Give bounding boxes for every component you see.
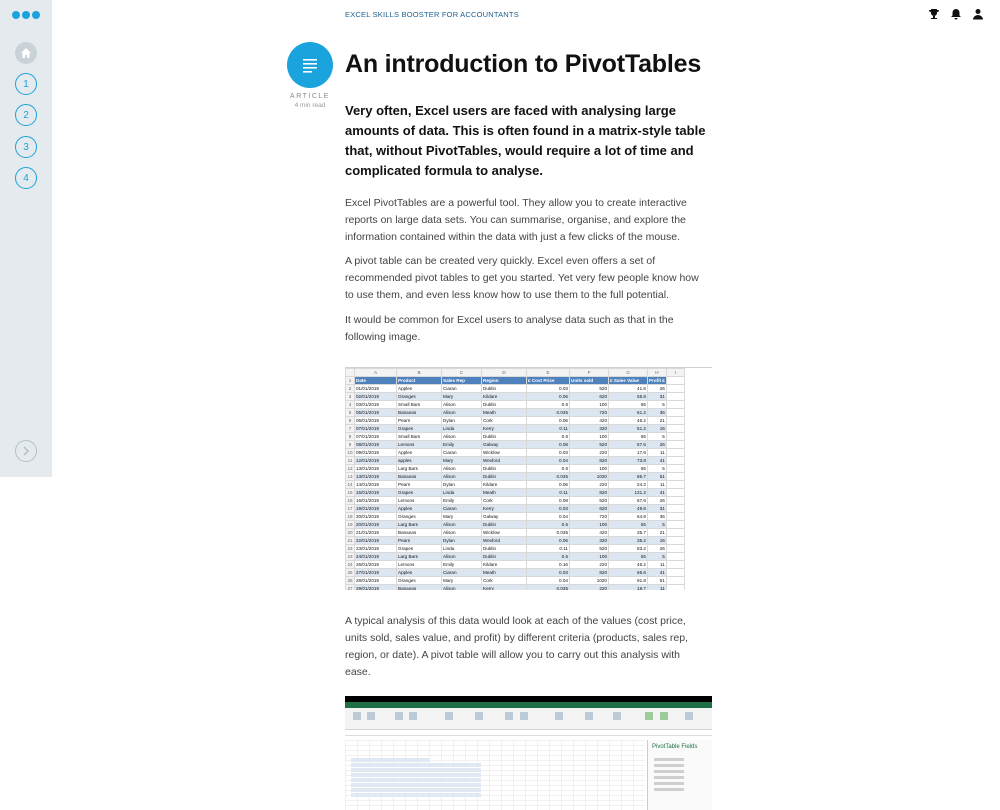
table-cell: 420 [570, 417, 609, 425]
table-cell: 0.06 [527, 537, 570, 545]
table-cell: Grapes [397, 489, 442, 497]
table-cell: Oranges [397, 577, 442, 585]
step-4-button[interactable]: 4 [15, 167, 37, 189]
table-cell: 5 [648, 465, 667, 473]
table-cell: 820 [570, 569, 609, 577]
table-cell: Alison [442, 473, 482, 481]
table-cell: Alison [442, 521, 482, 529]
table-row: 12 13/01/2019 Larg Bars Alison Dublin 0.5 100 55 5 [346, 465, 685, 473]
table-cell: 520 [570, 385, 609, 393]
bell-icon[interactable] [950, 8, 962, 20]
table-cell: Alison [442, 553, 482, 561]
home-button[interactable] [15, 42, 37, 64]
table-cell: Wexford [482, 457, 527, 465]
table-cell: Alison [442, 529, 482, 537]
table-cell: Bananas [397, 585, 442, 591]
table-cell: 620 [570, 393, 609, 401]
table-cell: 11 [648, 585, 667, 591]
table-cell: Cork [482, 417, 527, 425]
table-cell: 13/01/2019 [355, 465, 397, 473]
table-cell: 67.6 [609, 497, 648, 505]
table-cell: 0.08 [527, 441, 570, 449]
table-cell: 31 [648, 393, 667, 401]
table-cell: Emily [442, 561, 482, 569]
table-cell: Emily [442, 441, 482, 449]
table-cell: Alison [442, 465, 482, 473]
column-header[interactable]: Units sold [570, 377, 609, 385]
table-header-row: 1 Date Product Sales Rep Region £ Cost Price Units sold £ Sales Value Profit £ [346, 377, 685, 385]
table-cell: 0.035 [527, 529, 570, 537]
table-cell: 12/01/2019 [355, 457, 397, 465]
document-lines-icon [301, 56, 319, 74]
table-cell: 41 [648, 489, 667, 497]
table-cell: 0.5 [527, 433, 570, 441]
table-cell: Lemons [397, 441, 442, 449]
table-cell: 55 [609, 465, 648, 473]
table-cell: 0.04 [527, 577, 570, 585]
table-cell: 86.7 [609, 473, 648, 481]
table-cell: 55 [609, 401, 648, 409]
table-cell: Linda [442, 425, 482, 433]
column-letter: H [648, 369, 667, 377]
table-cell: 41.6 [609, 385, 648, 393]
top-toolbar [928, 8, 984, 20]
column-letter-row [346, 369, 685, 377]
table-row: 7 07/01/2019 Grapes Linda Kerry 0.11 320 51.2 16 [346, 425, 685, 433]
table-cell: Apples [397, 385, 442, 393]
table-cell: Ciaran [442, 505, 482, 513]
table-cell: Dylan [442, 417, 482, 425]
home-icon [20, 47, 32, 59]
table-row: 19 20/01/2019 Larg Bars Alison Dublin 0.5 100 55 5 [346, 521, 685, 529]
step-3-button[interactable]: 3 [15, 136, 37, 158]
table-row: 4 03/01/2019 Small Bars Alison Dublin 0.5 100 55 5 [346, 401, 685, 409]
table-row: 27 29/01/2019 Bananas Alison Kerry 0.035 220 18.7 11 [346, 585, 685, 591]
column-letter: F [570, 369, 609, 377]
table-cell: 0.04 [527, 513, 570, 521]
table-cell: 5 [648, 433, 667, 441]
table-cell: apples [397, 457, 442, 465]
table-cell: Apples [397, 569, 442, 577]
table-cell: 16 [648, 537, 667, 545]
table-cell: 07/01/2019 [355, 433, 397, 441]
table-row: 10 09/01/2019 Apples Ciaran Wicklow 0.03 220 17.6 11 [346, 449, 685, 457]
table-cell: 0.16 [527, 561, 570, 569]
table-cell: Alison [442, 585, 482, 591]
table-cell: Ciaran [442, 449, 482, 457]
table-cell: Meath [482, 409, 527, 417]
table-cell: Kerry [482, 585, 527, 591]
excel-formula-bar [345, 730, 712, 736]
table-cell: 0.11 [527, 545, 570, 553]
table-cell: 01/01/2019 [355, 385, 397, 393]
table-cell: 220 [570, 561, 609, 569]
table-cell: 0.5 [527, 401, 570, 409]
column-letter: I [666, 369, 684, 377]
table-cell: 02/01/2019 [355, 393, 397, 401]
pivot-pane-title: PivotTable Fields [652, 744, 698, 750]
table-cell: 620 [570, 505, 609, 513]
table-row: 16 16/01/2019 Lemons Emily Cork 0.08 520 67.6 26 [346, 497, 685, 505]
table-cell: 0.03 [527, 385, 570, 393]
table-row: 3 02/01/2019 Oranges Mary Kildare 0.06 620 55.8 31 [346, 393, 685, 401]
table-cell: 49.6 [609, 505, 648, 513]
table-cell: Bananas [397, 409, 442, 417]
article-badge [287, 42, 333, 88]
column-header[interactable]: Date [355, 377, 397, 385]
table-cell: 46.2 [609, 417, 648, 425]
trophy-icon[interactable] [928, 8, 940, 20]
column-letter: A [355, 369, 397, 377]
table-cell: 46.2 [609, 561, 648, 569]
excel-pivot-screenshot [345, 696, 712, 810]
table-cell: 820 [570, 457, 609, 465]
table-cell: 0.5 [527, 465, 570, 473]
table-row: 25 27/01/2019 Apples Ciaran Meath 0.03 820 65.6 41 [346, 569, 685, 577]
table-cell: 83.2 [609, 545, 648, 553]
table-cell: Dublin [482, 385, 527, 393]
table-cell: Dylan [442, 481, 482, 489]
column-header[interactable]: Sales Rep [442, 377, 482, 385]
table-cell: Mary [442, 393, 482, 401]
table-cell: 0.035 [527, 473, 570, 481]
table-cell: 1020 [570, 473, 609, 481]
table-row: 18 20/01/2019 Oranges Mary Galway 0.04 720 64.8 36 [346, 513, 685, 521]
table-cell: 0.06 [527, 417, 570, 425]
table-cell: Larg Bars [397, 521, 442, 529]
table-cell: 5 [648, 521, 667, 529]
table-cell: Mary [442, 457, 482, 465]
table-cell: Dublin [482, 465, 527, 473]
table-cell: 41 [648, 569, 667, 577]
column-letter: G [609, 369, 648, 377]
user-icon[interactable] [972, 8, 984, 20]
table-cell: Kildare [482, 393, 527, 401]
table-cell: 1020 [570, 577, 609, 585]
table-cell: 720 [570, 409, 609, 417]
next-button[interactable] [15, 440, 37, 462]
table-row: 8 07/01/2019 Small Bars Alison Dublin 0.5 100 55 5 [346, 433, 685, 441]
data-table [345, 368, 685, 590]
column-letter: B [397, 369, 442, 377]
table-cell: Grapes [397, 545, 442, 553]
step-1-button[interactable]: 1 [15, 73, 37, 95]
table-cell: Lemons [397, 561, 442, 569]
table-cell: 0.5 [527, 521, 570, 529]
body-paragraph-3: It would be common for Excel users to analyse data such as that in the following image. [345, 314, 674, 343]
table-cell: 18.7 [609, 585, 648, 591]
table-cell: 520 [570, 497, 609, 505]
spreadsheet-image [345, 367, 712, 590]
table-cell: Galway [482, 513, 527, 521]
table-cell: 03/01/2019 [355, 401, 397, 409]
table-cell: 5 [648, 401, 667, 409]
table-cell: 0.11 [527, 489, 570, 497]
table-row: 21 22/01/2019 Pears Dylan Wexford 0.06 320 35.2 16 [346, 537, 685, 545]
table-cell: Alison [442, 401, 482, 409]
table-cell: 21/01/2019 [355, 529, 397, 537]
table-cell: 16 [648, 425, 667, 433]
table-cell: 61.2 [609, 409, 648, 417]
table-cell: 0.06 [527, 481, 570, 489]
body-paragraph-4: A typical analysis of this data would look at each of the values (cost price, units sold, sales value, and profit) by different criteria (products, sales rep, region, or date). A pivot table will allow you to carry out this analysis with ease. [345, 615, 688, 678]
table-cell: Alison [442, 433, 482, 441]
table-cell: 24.2 [609, 481, 648, 489]
table-row: 26 28/01/2019 Oranges Mary Cork 0.04 1020 91.8 51 [346, 577, 685, 585]
table-row: 5 05/01/2019 Bananas Alison Meath 0.035 720 61.2 36 [346, 409, 685, 417]
table-cell: 100 [570, 553, 609, 561]
table-cell: Mary [442, 513, 482, 521]
table-cell: 36 [648, 409, 667, 417]
table-cell: 08/01/2019 [355, 441, 397, 449]
table-cell: 320 [570, 537, 609, 545]
table-cell: 100 [570, 433, 609, 441]
table-cell: 31 [648, 505, 667, 513]
table-cell: 0.035 [527, 409, 570, 417]
table-cell: 55 [609, 521, 648, 529]
table-cell: 26 [648, 497, 667, 505]
table-cell: Dublin [482, 473, 527, 481]
column-header[interactable]: Product [397, 377, 442, 385]
table-cell: 26 [648, 441, 667, 449]
table-cell: 820 [570, 489, 609, 497]
table-cell: 29/01/2019 [355, 585, 397, 591]
table-cell: 27/01/2019 [355, 569, 397, 577]
table-cell: 100 [570, 465, 609, 473]
table-cell: 0.08 [527, 497, 570, 505]
table-cell: 520 [570, 545, 609, 553]
table-cell: Pears [397, 537, 442, 545]
table-cell: 0.035 [527, 585, 570, 591]
table-cell: 26/01/2019 [355, 561, 397, 569]
table-cell: Wicklow [482, 529, 527, 537]
table-row: 11 12/01/2019 apples Mary Wexford 0.04 820 73.8 41 [346, 457, 685, 465]
table-cell: Dublin [482, 433, 527, 441]
table-cell: 11 [648, 561, 667, 569]
table-cell: 14/01/2019 [355, 481, 397, 489]
table-cell: 26 [648, 545, 667, 553]
column-header[interactable]: Region [482, 377, 527, 385]
table-cell: 11 [648, 449, 667, 457]
table-row: 20 21/01/2019 Bananas Alison Wicklow 0.035 420 35.7 21 [346, 529, 685, 537]
step-2-button[interactable]: 2 [15, 104, 37, 126]
table-cell: 51 [648, 473, 667, 481]
table-cell: Meath [482, 569, 527, 577]
table-cell: 05/01/2019 [355, 409, 397, 417]
table-cell: Pears [397, 417, 442, 425]
table-cell: Mary [442, 577, 482, 585]
table-cell: Pears [397, 481, 442, 489]
table-cell: Cork [482, 497, 527, 505]
pivot-fields-pane [647, 740, 712, 810]
table-cell: 55 [609, 433, 648, 441]
table-cell: 24/01/2019 [355, 553, 397, 561]
table-cell: 220 [570, 449, 609, 457]
table-cell: 131.2 [609, 489, 648, 497]
table-cell: Meath [482, 489, 527, 497]
table-cell: Kildare [482, 561, 527, 569]
table-cell: 36 [648, 513, 667, 521]
table-cell: 91.8 [609, 577, 648, 585]
table-row: 22 23/01/2019 Grapes Linda Dublin 0.11 520 83.2 26 [346, 545, 685, 553]
table-cell: Apples [397, 505, 442, 513]
table-cell: Alison [442, 409, 482, 417]
table-cell: 35.2 [609, 537, 648, 545]
table-cell: 0.11 [527, 425, 570, 433]
table-cell: Bananas [397, 473, 442, 481]
table-cell: 23/01/2019 [355, 545, 397, 553]
table-cell: 15/01/2019 [355, 489, 397, 497]
table-cell: 0.03 [527, 449, 570, 457]
table-cell: 35.7 [609, 529, 648, 537]
lead-paragraph: Very often, Excel users are faced with analysing large amounts of data. This is often found in a matrix-style table that, without PivotTables, would require a lot of time and complicated formula to analyse. [345, 103, 706, 178]
table-cell: 0.03 [527, 569, 570, 577]
table-cell: Larg Bars [397, 553, 442, 561]
table-cell: 55 [609, 553, 648, 561]
table-cell: Small Bars [397, 433, 442, 441]
column-letter: D [482, 369, 527, 377]
table-row: 6 06/01/2019 Pears Dylan Cork 0.06 420 46.2 21 [346, 417, 685, 425]
table-cell: Oranges [397, 513, 442, 521]
table-cell: 41 [648, 457, 667, 465]
table-cell: Dublin [482, 553, 527, 561]
table-cell: 28/01/2019 [355, 577, 397, 585]
table-cell: Wexford [482, 537, 527, 545]
excel-pivot-table [351, 758, 481, 808]
table-row: 23 24/01/2019 Larg Bars Alison Dublin 0.5 100 55 5 [346, 553, 685, 561]
table-cell: Kerry [482, 425, 527, 433]
table-cell: Apples [397, 449, 442, 457]
table-cell: Dublin [482, 401, 527, 409]
table-cell: Dylan [442, 537, 482, 545]
table-cell: 21 [648, 529, 667, 537]
table-cell: 06/01/2019 [355, 417, 397, 425]
table-row: 13 13/01/2019 Bananas Alison Dublin 0.035 1020 86.7 51 [346, 473, 685, 481]
table-row: 2 01/01/2019 Apples Ciaran Dublin 0.03 520 41.6 26 [346, 385, 685, 393]
body-paragraph-1: Excel PivotTables are a powerful tool. They allow you to create interactive reports on large data sets. You can summarise, organise, and explore the information contained within the data with just a few clicks of the mouse. [345, 197, 687, 243]
table-cell: 64.8 [609, 513, 648, 521]
table-cell: 0.06 [527, 393, 570, 401]
table-cell: 320 [570, 425, 609, 433]
table-cell: 220 [570, 481, 609, 489]
table-cell: 26 [648, 385, 667, 393]
table-cell: 09/01/2019 [355, 449, 397, 457]
table-row: 24 26/01/2019 Lemons Emily Kildare 0.16 220 46.2 11 [346, 561, 685, 569]
table-cell: 100 [570, 401, 609, 409]
table-cell: 07/01/2019 [355, 425, 397, 433]
table-row: 17 19/01/2019 Apples Ciaran Kerry 0.03 620 49.6 31 [346, 505, 685, 513]
sidebar [0, 0, 52, 477]
table-cell: 100 [570, 521, 609, 529]
page-title: An introduction to PivotTables [345, 50, 702, 78]
table-cell: 13/01/2019 [355, 473, 397, 481]
table-cell: Dublin [482, 521, 527, 529]
article-type-label: ARTICLE [290, 93, 330, 100]
table-cell: 20/01/2019 [355, 513, 397, 521]
table-cell: 0.04 [527, 457, 570, 465]
column-header[interactable]: £ Cost Price [527, 377, 570, 385]
table-cell: 51 [648, 577, 667, 585]
table-cell: 16/01/2019 [355, 497, 397, 505]
table-row: 9 08/01/2019 Lemons Emily Galway 0.08 520 67.6 26 [346, 441, 685, 449]
course-label[interactable]: EXCEL SKILLS BOOSTER FOR ACCOUNTANTS [345, 10, 519, 19]
table-cell: Oranges [397, 393, 442, 401]
table-cell: 65.6 [609, 569, 648, 577]
excel-ribbon [345, 708, 712, 730]
table-cell: 51.2 [609, 425, 648, 433]
table-cell: Kerry [482, 505, 527, 513]
table-cell: Grapes [397, 425, 442, 433]
chevron-right-icon [22, 446, 30, 456]
table-cell: 22/01/2019 [355, 537, 397, 545]
table-row: 14 14/01/2019 Pears Dylan Kildare 0.06 220 24.2 11 [346, 481, 685, 489]
column-header[interactable]: Profit £ [649, 378, 665, 383]
table-row: 15 15/01/2019 Grapes Linda Meath 0.11 820 131.2 41 [346, 489, 685, 497]
table-cell: 55.8 [609, 393, 648, 401]
table-cell: Emily [442, 497, 482, 505]
table-cell: 67.6 [609, 441, 648, 449]
table-cell: Galway [482, 441, 527, 449]
read-time: 4 min read [294, 102, 326, 109]
table-cell: Kildare [482, 481, 527, 489]
table-cell: 420 [570, 529, 609, 537]
table-cell: 11 [648, 481, 667, 489]
table-cell: Wicklow [482, 449, 527, 457]
table-cell: Small Bars [397, 401, 442, 409]
table-cell: Dublin [482, 545, 527, 553]
table-cell: 21 [648, 417, 667, 425]
table-cell: 220 [570, 585, 609, 591]
table-cell: 0.5 [527, 553, 570, 561]
table-cell: Ciaran [442, 385, 482, 393]
table-cell: 0.03 [527, 505, 570, 513]
table-cell: 520 [570, 441, 609, 449]
brand-logo[interactable] [12, 11, 40, 19]
body-paragraph-2: A pivot table can be created very quickly. Excel even offers a set of recommended pivot tables to get you started. Yet very few people know how to use them, and even less know how to use them to the full potential. [345, 255, 699, 301]
table-cell: 19/01/2019 [355, 505, 397, 513]
column-letter: E [527, 369, 570, 377]
table-cell: Lemons [397, 497, 442, 505]
column-header[interactable]: £ Sales Value [609, 377, 648, 385]
table-cell: 73.8 [609, 457, 648, 465]
table-cell: 5 [648, 553, 667, 561]
table-cell: Linda [442, 545, 482, 553]
table-cell: 17.6 [609, 449, 648, 457]
table-cell: 720 [570, 513, 609, 521]
table-cell: Ciaran [442, 569, 482, 577]
table-cell: Larg Bars [397, 465, 442, 473]
column-letter: C [442, 369, 482, 377]
table-cell: Linda [442, 489, 482, 497]
table-cell: Cork [482, 577, 527, 585]
table-cell: Bananas [397, 529, 442, 537]
table-cell: 20/01/2019 [355, 521, 397, 529]
